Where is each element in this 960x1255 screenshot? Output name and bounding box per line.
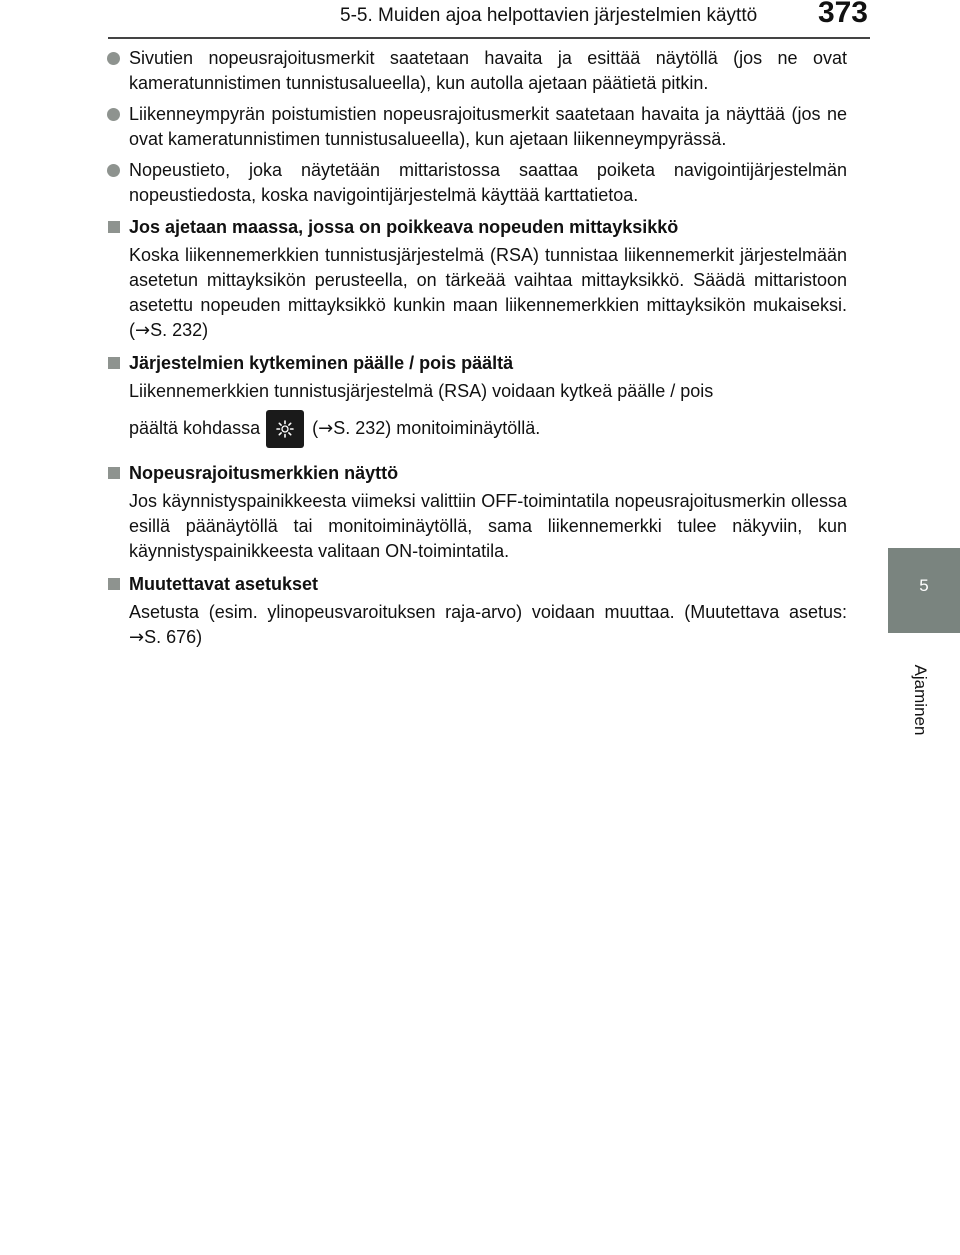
bullet-item: [107, 102, 847, 151]
page-reference[interactable]: S. 232): [150, 320, 209, 340]
bullet-text: Nopeustieto, joka näytetään mittaristossa saattaa poiketa navigointijärjestelmän nopeustiedosta, koska navigointijärjestelmä käyttää karttatietoa.: [129, 160, 847, 205]
header-divider: [108, 37, 870, 39]
section-body: Liikennemerkkien tunnistusjärjestelmä (RSA) voidaan kytkeä päälle / pois päältä kohdassa (→S. 232) monitoiminäytöllä.: [107, 379, 847, 453]
arrow-icon: →: [129, 627, 145, 648]
arrow-icon: →: [135, 320, 151, 341]
section-body: Koska liikennemerkkien tunnistusjärjestelmä (RSA) tunnistaa liikennemerkit järjestelmään asetetun mittayksikön perusteella, on tärkeää vaihtaa mittayksikkö. Säädä mittaristoon asetettu nopeuden mittayksikkö kunkin maan liikennemerkkien mittayksikön mukaiseksi. (→S. 232): [129, 245, 847, 341]
bullet-text: Sivutien nopeusrajoitusmerkit saatetaan havaita ja esittää näytöllä (jos ne ovat kameratunnistimen tunnistusalueella), kun autolla ajetaan päätietä pitkin.: [129, 48, 847, 93]
page-number: 373: [817, 0, 868, 29]
bullet-dot-icon: [107, 108, 120, 121]
section-display: [107, 461, 847, 564]
page-content: [107, 46, 847, 650]
section-body: Asetusta (esim. ylinopeusvaroituksen raja-arvo) voidaan muuttaa. (Muutettava asetus: →S. 676): [129, 602, 847, 648]
square-bullet-icon: [108, 357, 120, 369]
section-title: 5-5. Muiden ajoa helpottavien järjestelmien käyttö: [340, 5, 758, 26]
bullet-dot-icon: [107, 52, 120, 65]
chapter-label: Ajaminen: [911, 664, 930, 736]
section-body: Jos käynnistyspainikkeesta viimeksi valittiin OFF-toimintatila nopeusrajoitusmerkin ollessa esillä päänäytöllä tai monitoiminäytöllä, sama liikennemerkki tulee näkyviin, kun käynnistyspainikkeesta valitaan ON-toimintatila.: [129, 491, 847, 561]
chapter-tab: [888, 548, 960, 633]
section-unit: [107, 215, 847, 343]
arrow-icon: →: [318, 418, 334, 439]
square-bullet-icon: [108, 221, 120, 233]
bullet-item: [107, 158, 847, 207]
section-switch: [107, 351, 847, 453]
bullet-item: [107, 46, 847, 95]
page-reference[interactable]: S. 232) monitoiminäytöllä.: [333, 418, 541, 438]
square-bullet-icon: [108, 578, 120, 590]
section-settings: [107, 572, 847, 650]
chapter-number: 5: [919, 576, 929, 595]
settings-gear-icon: [266, 410, 304, 448]
page-header: [0, 0, 870, 40]
section-heading: Muutettavat asetukset: [107, 572, 847, 596]
square-bullet-icon: [108, 467, 120, 479]
section-heading: Nopeusrajoitusmerkkien näyttö: [107, 461, 847, 485]
bullet-dot-icon: [107, 164, 120, 177]
page-reference[interactable]: S. 676): [144, 627, 203, 647]
section-heading: Jos ajetaan maassa, jossa on poikkeava nopeuden mittayksikkö: [107, 215, 847, 239]
bullet-text: Liikenneympyrän poistumistien nopeusrajoitusmerkit saatetaan havaita ja näyttää (jos ne ovat kameratunnistimen tunnistusalueella), kun ajetaan liikenneympyrässä.: [129, 104, 847, 149]
section-heading: Järjestelmien kytkeminen päälle / pois päältä: [107, 351, 847, 375]
